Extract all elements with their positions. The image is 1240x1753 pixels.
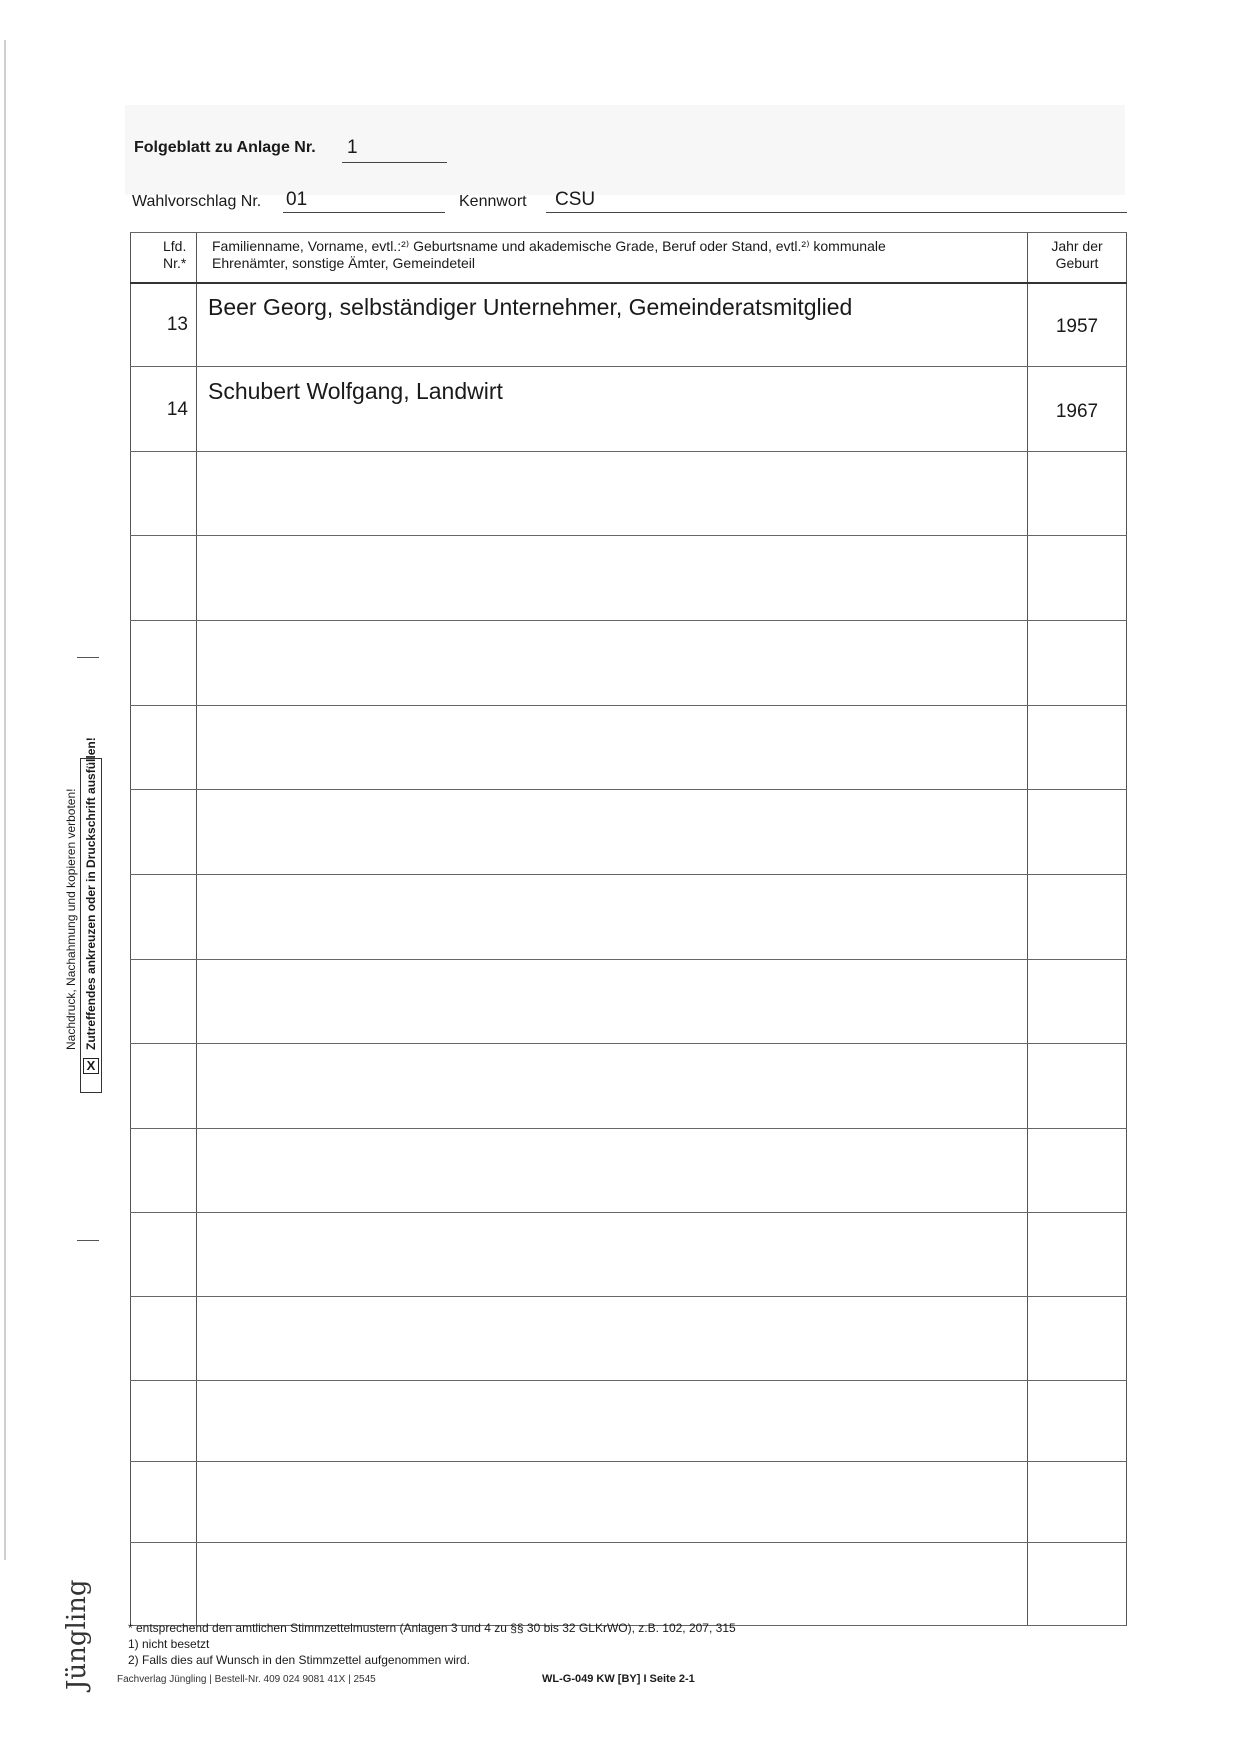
row-divider — [130, 366, 1127, 367]
row-divider — [130, 1461, 1127, 1462]
fold-mark-bottom — [77, 1240, 99, 1241]
form-title: Folgeblatt zu Anlage Nr. — [134, 139, 316, 156]
candidate-table — [130, 232, 1127, 1626]
row-divider — [130, 705, 1127, 706]
kennwort-value[interactable]: CSU — [555, 189, 596, 210]
col-divider-year — [1027, 232, 1028, 1626]
row-2-name[interactable]: Schubert Wolfgang, Landwirt — [208, 378, 503, 404]
row-divider — [130, 1212, 1127, 1213]
row-divider — [130, 1542, 1127, 1543]
row-divider — [130, 1128, 1127, 1129]
table-border-right — [1126, 232, 1127, 1626]
fold-mark-top — [77, 657, 99, 658]
kennwort-underline — [546, 212, 1127, 213]
header-name-column — [212, 238, 1012, 272]
header-year-line1: Jahr der — [1051, 238, 1103, 254]
anlage-nr-underline — [342, 162, 447, 163]
row-2-year[interactable]: 1967 — [1055, 401, 1099, 422]
table-border-left — [130, 232, 131, 1626]
wahlvorschlag-label: Wahlvorschlag Nr. — [132, 193, 262, 210]
header-lfd-line2: Nr.* — [163, 255, 187, 271]
row-divider — [130, 789, 1127, 790]
side-checkbox[interactable]: X — [83, 1058, 99, 1074]
footnote-2: 2) Falls dies auf Wunsch in den Stimmzettel aufgenommen wird. — [128, 1653, 470, 1667]
side-notice-instruction: Zutreffendes ankreuzen oder in Druckschrift ausfüllen! — [84, 737, 98, 1050]
footnotes — [128, 1620, 928, 1668]
publisher-imprint: Fachverlag Jüngling | Bestell-Nr. 409 024 9081 41X | 2545 — [117, 1674, 376, 1685]
row-divider — [130, 535, 1127, 536]
header-name-line1: Familienname, Vorname, evtl.:²⁾ Geburtsname und akademische Grade, Beruf oder Stand, evtl.²⁾ kommunale — [212, 238, 886, 254]
row-divider — [130, 959, 1127, 960]
row-divider — [130, 1043, 1127, 1044]
header-year-line2: Geburt — [1055, 255, 1099, 271]
row-1-year[interactable]: 1957 — [1055, 316, 1099, 337]
row-2-nr[interactable]: 14 — [166, 399, 188, 420]
header-name-line2: Ehrenämter, sonstige Ämter, Gemeindeteil — [212, 255, 476, 271]
table-top-border — [130, 232, 1127, 233]
header-lfd-line1: Lfd. — [163, 238, 187, 254]
row-1-nr[interactable]: 13 — [166, 314, 188, 335]
row-divider — [130, 1380, 1127, 1381]
footnote-star: * entsprechend den amtlichen Stimmzettelmustern (Anlagen 3 und 4 zu §§ 30 bis 32 GLKrWO), z.B. 102, 207, 315 — [128, 1621, 736, 1635]
publisher-logo: Jüngling — [62, 1579, 92, 1690]
row-divider — [130, 874, 1127, 875]
form-code: WL-G-049 KW [BY] I Seite 2-1 — [542, 1673, 695, 1685]
wahlvorschlag-underline — [283, 212, 445, 213]
kennwort-label: Kennwort — [459, 193, 527, 210]
row-1-name[interactable]: Beer Georg, selbständiger Unternehmer, Gemeinderatsmitglied — [208, 294, 853, 320]
side-notice-copyright: Nachdruck, Nachahmung und kopieren verboten! — [64, 788, 78, 1050]
row-divider — [130, 620, 1127, 621]
page-edge-rule — [4, 40, 6, 1560]
row-divider — [130, 451, 1127, 452]
wahlvorschlag-nr-value[interactable]: 01 — [286, 189, 308, 210]
footnote-1: 1) nicht besetzt — [128, 1637, 210, 1651]
anlage-nr-value[interactable]: 1 — [347, 137, 358, 158]
col-divider-nr — [196, 232, 197, 1626]
header-lfd-nr — [163, 238, 186, 272]
row-divider — [130, 1296, 1127, 1297]
header-bottom-rule — [130, 282, 1127, 284]
header-year-column — [1027, 238, 1127, 272]
